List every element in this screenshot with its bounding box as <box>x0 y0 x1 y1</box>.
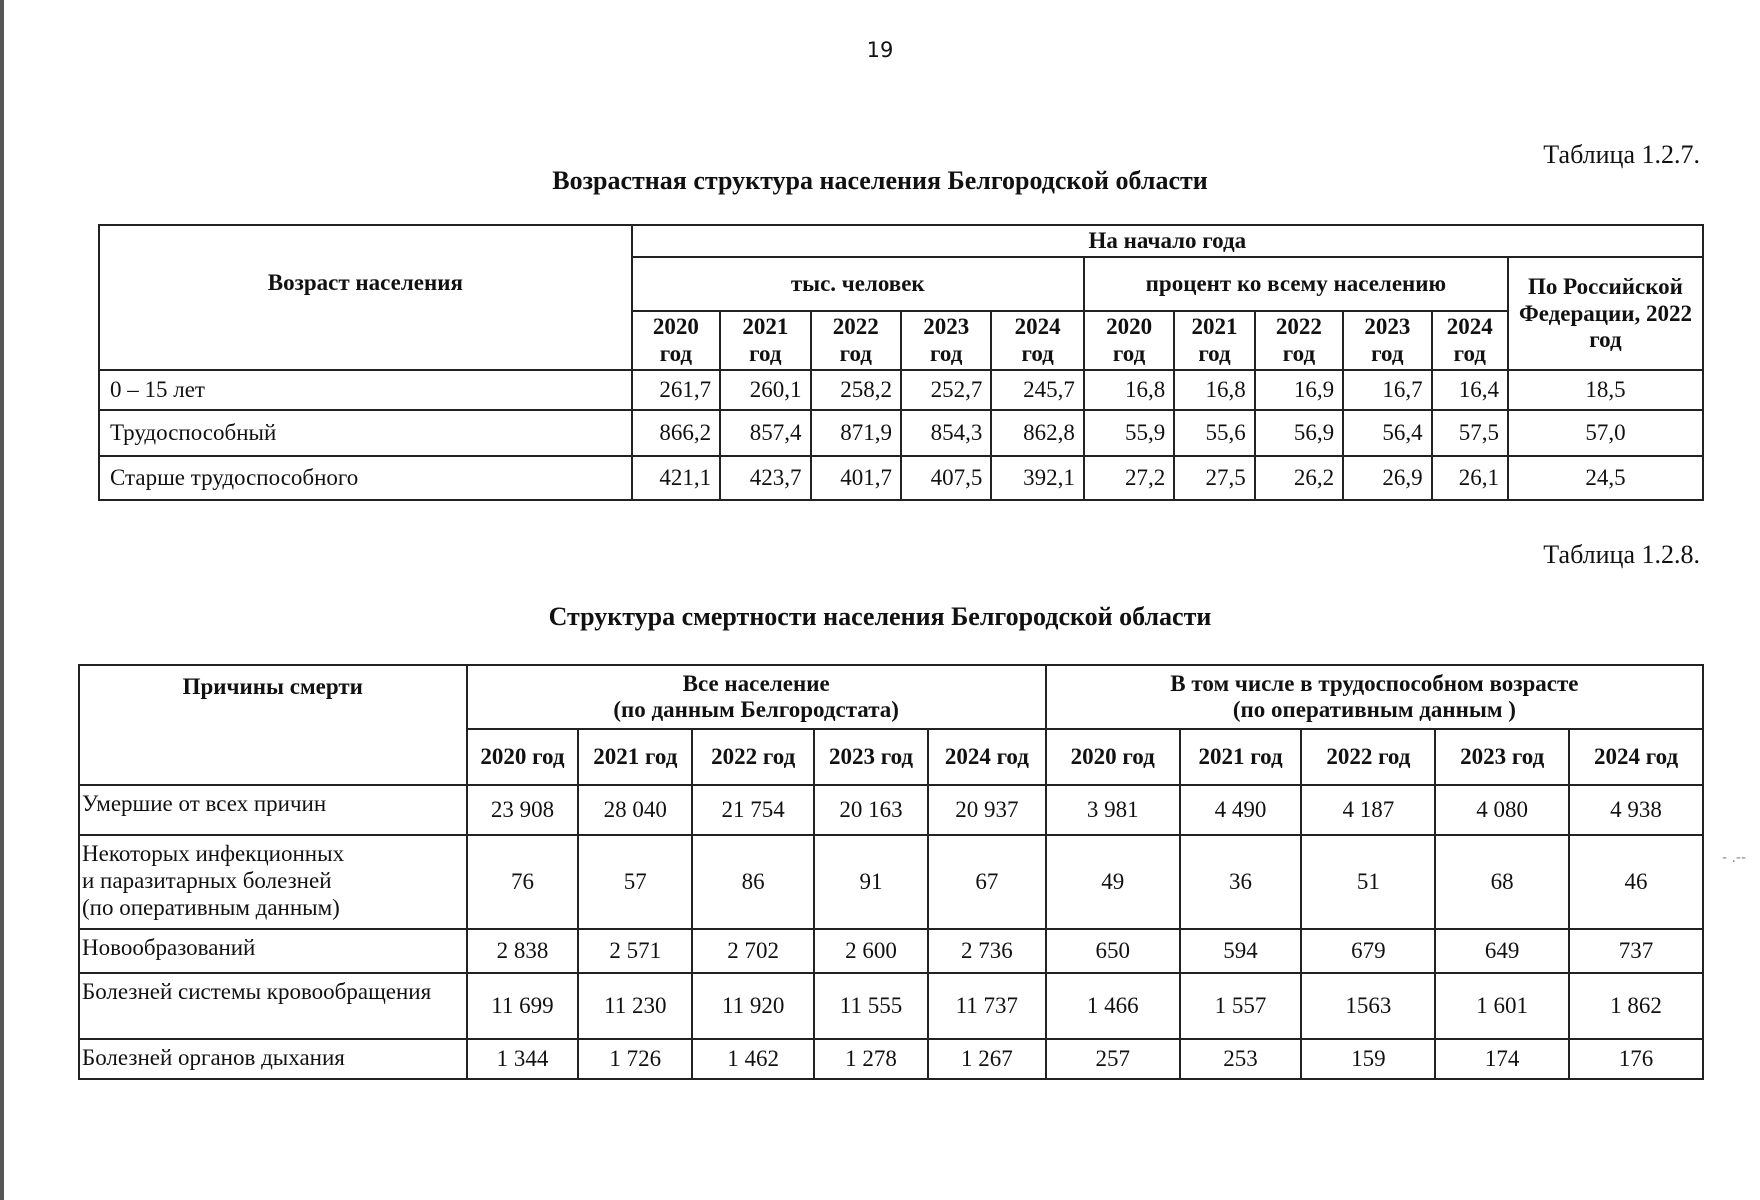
value-cell: 159 <box>1301 1039 1435 1079</box>
value-cell: 76 <box>467 835 579 929</box>
percent-cell: 57,5 <box>1432 410 1508 456</box>
year-header: 2024 год <box>1569 729 1703 785</box>
table-row <box>99 370 1703 410</box>
cause-label-line: Некоторых инфекционных <box>82 841 345 866</box>
value-cell: 2 838 <box>467 929 579 973</box>
age-structure-table <box>98 224 1704 501</box>
value-cell: 51 <box>1301 835 1435 929</box>
value-cell: 4 187 <box>1301 785 1435 835</box>
thousands-cell: 258,2 <box>811 370 901 410</box>
cause-label <box>79 835 467 929</box>
percent-cell: 16,9 <box>1255 370 1343 410</box>
table-row <box>99 456 1703 500</box>
year-header: 2021 год <box>720 311 810 370</box>
table-row <box>79 835 1703 929</box>
cause-label <box>79 929 467 973</box>
year-header: 2022 год <box>1301 729 1435 785</box>
value-cell: 4 490 <box>1180 785 1302 835</box>
cause-label <box>79 785 467 835</box>
table-row <box>79 929 1703 973</box>
all-population-header <box>467 665 1046 729</box>
year-header: 2021 год <box>578 729 692 785</box>
thousands-cell: 857,4 <box>720 410 810 456</box>
value-cell: 1563 <box>1301 973 1435 1039</box>
thousands-cell: 252,7 <box>901 370 991 410</box>
value-cell: 1 344 <box>467 1039 579 1079</box>
cause-header: Причины смерти <box>79 665 467 785</box>
year-header: 2023 год <box>901 311 991 370</box>
scan-mark: - .-- <box>1721 850 1746 866</box>
percent-cell: 16,7 <box>1343 370 1431 410</box>
percent-cell: 56,9 <box>1255 410 1343 456</box>
thousands-cell: 245,7 <box>991 370 1083 410</box>
thousands-cell: 866,2 <box>632 410 720 456</box>
value-cell: 67 <box>928 835 1046 929</box>
value-cell: 3 981 <box>1046 785 1180 835</box>
value-cell: 20 163 <box>814 785 928 835</box>
value-cell: 257 <box>1046 1039 1180 1079</box>
value-cell: 4 938 <box>1569 785 1703 835</box>
percent-cell: 55,9 <box>1084 410 1174 456</box>
year-header: 2020 год <box>1046 729 1180 785</box>
value-cell: 679 <box>1301 929 1435 973</box>
all-population-source: (по данным Белгородстата) <box>613 697 899 722</box>
working-age-title: В том числе в трудоспособном возрасте <box>1170 670 1579 696</box>
value-cell: 11 737 <box>928 973 1046 1039</box>
value-cell: 1 557 <box>1180 973 1302 1039</box>
value-cell: 2 702 <box>692 929 814 973</box>
cause-label-line: Болезней органов дыхания <box>82 1045 345 1070</box>
value-cell: 36 <box>1180 835 1302 929</box>
working-age-header <box>1046 665 1703 729</box>
value-cell: 86 <box>692 835 814 929</box>
percent-cell: 16,4 <box>1432 370 1508 410</box>
age-header: Возраст населения <box>99 225 632 370</box>
value-cell: 176 <box>1569 1039 1703 1079</box>
cause-label-line: Новообразований <box>82 935 256 960</box>
thousands-cell: 871,9 <box>811 410 901 456</box>
cause-label-line: Болезней системы кровообращения <box>82 979 432 1004</box>
value-cell: 594 <box>1180 929 1302 973</box>
percent-cell: 27,2 <box>1084 456 1174 500</box>
percent-cell: 26,9 <box>1343 456 1431 500</box>
thousands-cell: 862,8 <box>991 410 1083 456</box>
age-group-label: 0 – 15 лет <box>99 370 632 410</box>
value-cell: 11 920 <box>692 973 814 1039</box>
percent-cell: 56,4 <box>1343 410 1431 456</box>
cause-label <box>79 973 467 1039</box>
value-cell: 11 699 <box>467 973 579 1039</box>
table-1-title: Возрастная структура населения Белгородской области <box>552 166 1208 195</box>
cause-label-line: и паразитарных болезней <box>82 868 332 894</box>
value-cell: 2 571 <box>578 929 692 973</box>
year-header: 2021 год <box>1180 729 1302 785</box>
year-header: 2020 год <box>1084 311 1174 370</box>
year-header: 2024 год <box>928 729 1046 785</box>
year-header: 2020 год <box>632 311 720 370</box>
year-header: 2024 год <box>1432 311 1508 370</box>
percent-cell: 26,1 <box>1432 456 1508 500</box>
value-cell: 4 080 <box>1435 785 1569 835</box>
thousands-cell: 401,7 <box>811 456 901 500</box>
thousands-header: тыс. человек <box>632 257 1084 311</box>
all-population-title: Все население <box>682 670 830 696</box>
percent-cell: 26,2 <box>1255 456 1343 500</box>
thousands-cell: 260,1 <box>720 370 810 410</box>
percent-header: процент ко всему населению <box>1084 257 1508 311</box>
percent-cell: 16,8 <box>1084 370 1174 410</box>
value-cell: 650 <box>1046 929 1180 973</box>
value-cell: 1 466 <box>1046 973 1180 1039</box>
value-cell: 737 <box>1569 929 1703 973</box>
value-cell: 2 736 <box>928 929 1046 973</box>
thousands-cell: 421,1 <box>632 456 720 500</box>
page-number: 19 <box>866 38 894 62</box>
thousands-cell: 854,3 <box>901 410 991 456</box>
value-cell: 28 040 <box>578 785 692 835</box>
cause-label <box>79 1039 467 1079</box>
value-cell: 23 908 <box>467 785 579 835</box>
year-header: 2024 год <box>991 311 1083 370</box>
value-cell: 1 267 <box>928 1039 1046 1079</box>
thousands-cell: 423,7 <box>720 456 810 500</box>
value-cell: 1 862 <box>1569 973 1703 1039</box>
value-cell: 57 <box>578 835 692 929</box>
year-header: 2022 год <box>811 311 901 370</box>
table-1-number: Таблица 1.2.7. <box>1543 140 1700 169</box>
value-cell: 174 <box>1435 1039 1569 1079</box>
mortality-structure-table <box>78 664 1704 1080</box>
value-cell: 649 <box>1435 929 1569 973</box>
rf-cell: 57,0 <box>1508 410 1703 456</box>
year-header: 2023 год <box>1343 311 1431 370</box>
value-cell: 49 <box>1046 835 1180 929</box>
value-cell: 1 726 <box>578 1039 692 1079</box>
value-cell: 46 <box>1569 835 1703 929</box>
percent-cell: 55,6 <box>1174 410 1254 456</box>
table-row <box>79 785 1703 835</box>
value-cell: 1 601 <box>1435 973 1569 1039</box>
thousands-cell: 407,5 <box>901 456 991 500</box>
table-2-number: Таблица 1.2.8. <box>1543 540 1700 569</box>
table-row <box>99 410 1703 456</box>
rf-header: По Российской Федерации, 2022 год <box>1508 257 1703 370</box>
cause-label-line: Умершие от всех причин <box>82 791 327 816</box>
rf-cell: 24,5 <box>1508 456 1703 500</box>
value-cell: 20 937 <box>928 785 1046 835</box>
table-2-title: Структура смертности населения Белгородской области <box>548 602 1212 631</box>
year-header: 2022 год <box>1255 311 1343 370</box>
year-header: 2022 год <box>692 729 814 785</box>
value-cell: 68 <box>1435 835 1569 929</box>
year-header: 2021 год <box>1174 311 1254 370</box>
value-cell: 21 754 <box>692 785 814 835</box>
value-cell: 11 230 <box>578 973 692 1039</box>
value-cell: 253 <box>1180 1039 1302 1079</box>
table-row <box>79 973 1703 1039</box>
working-age-source: (по оперативным данным ) <box>1232 697 1516 722</box>
value-cell: 2 600 <box>814 929 928 973</box>
value-cell: 91 <box>814 835 928 929</box>
thousands-cell: 261,7 <box>632 370 720 410</box>
year-header: 2023 год <box>814 729 928 785</box>
percent-cell: 16,8 <box>1174 370 1254 410</box>
rf-cell: 18,5 <box>1508 370 1703 410</box>
percent-cell: 27,5 <box>1174 456 1254 500</box>
age-group-label: Трудоспособный <box>99 410 632 456</box>
age-group-label: Старше трудоспособного <box>99 456 632 500</box>
table-row <box>79 1039 1703 1079</box>
thousands-cell: 392,1 <box>991 456 1083 500</box>
value-cell: 1 278 <box>814 1039 928 1079</box>
year-header: 2023 год <box>1435 729 1569 785</box>
cause-label-line: (по оперативным данным) <box>82 895 340 921</box>
value-cell: 11 555 <box>814 973 928 1039</box>
value-cell: 1 462 <box>692 1039 814 1079</box>
start-of-year-header: На начало года <box>632 225 1703 257</box>
year-header: 2020 год <box>467 729 579 785</box>
